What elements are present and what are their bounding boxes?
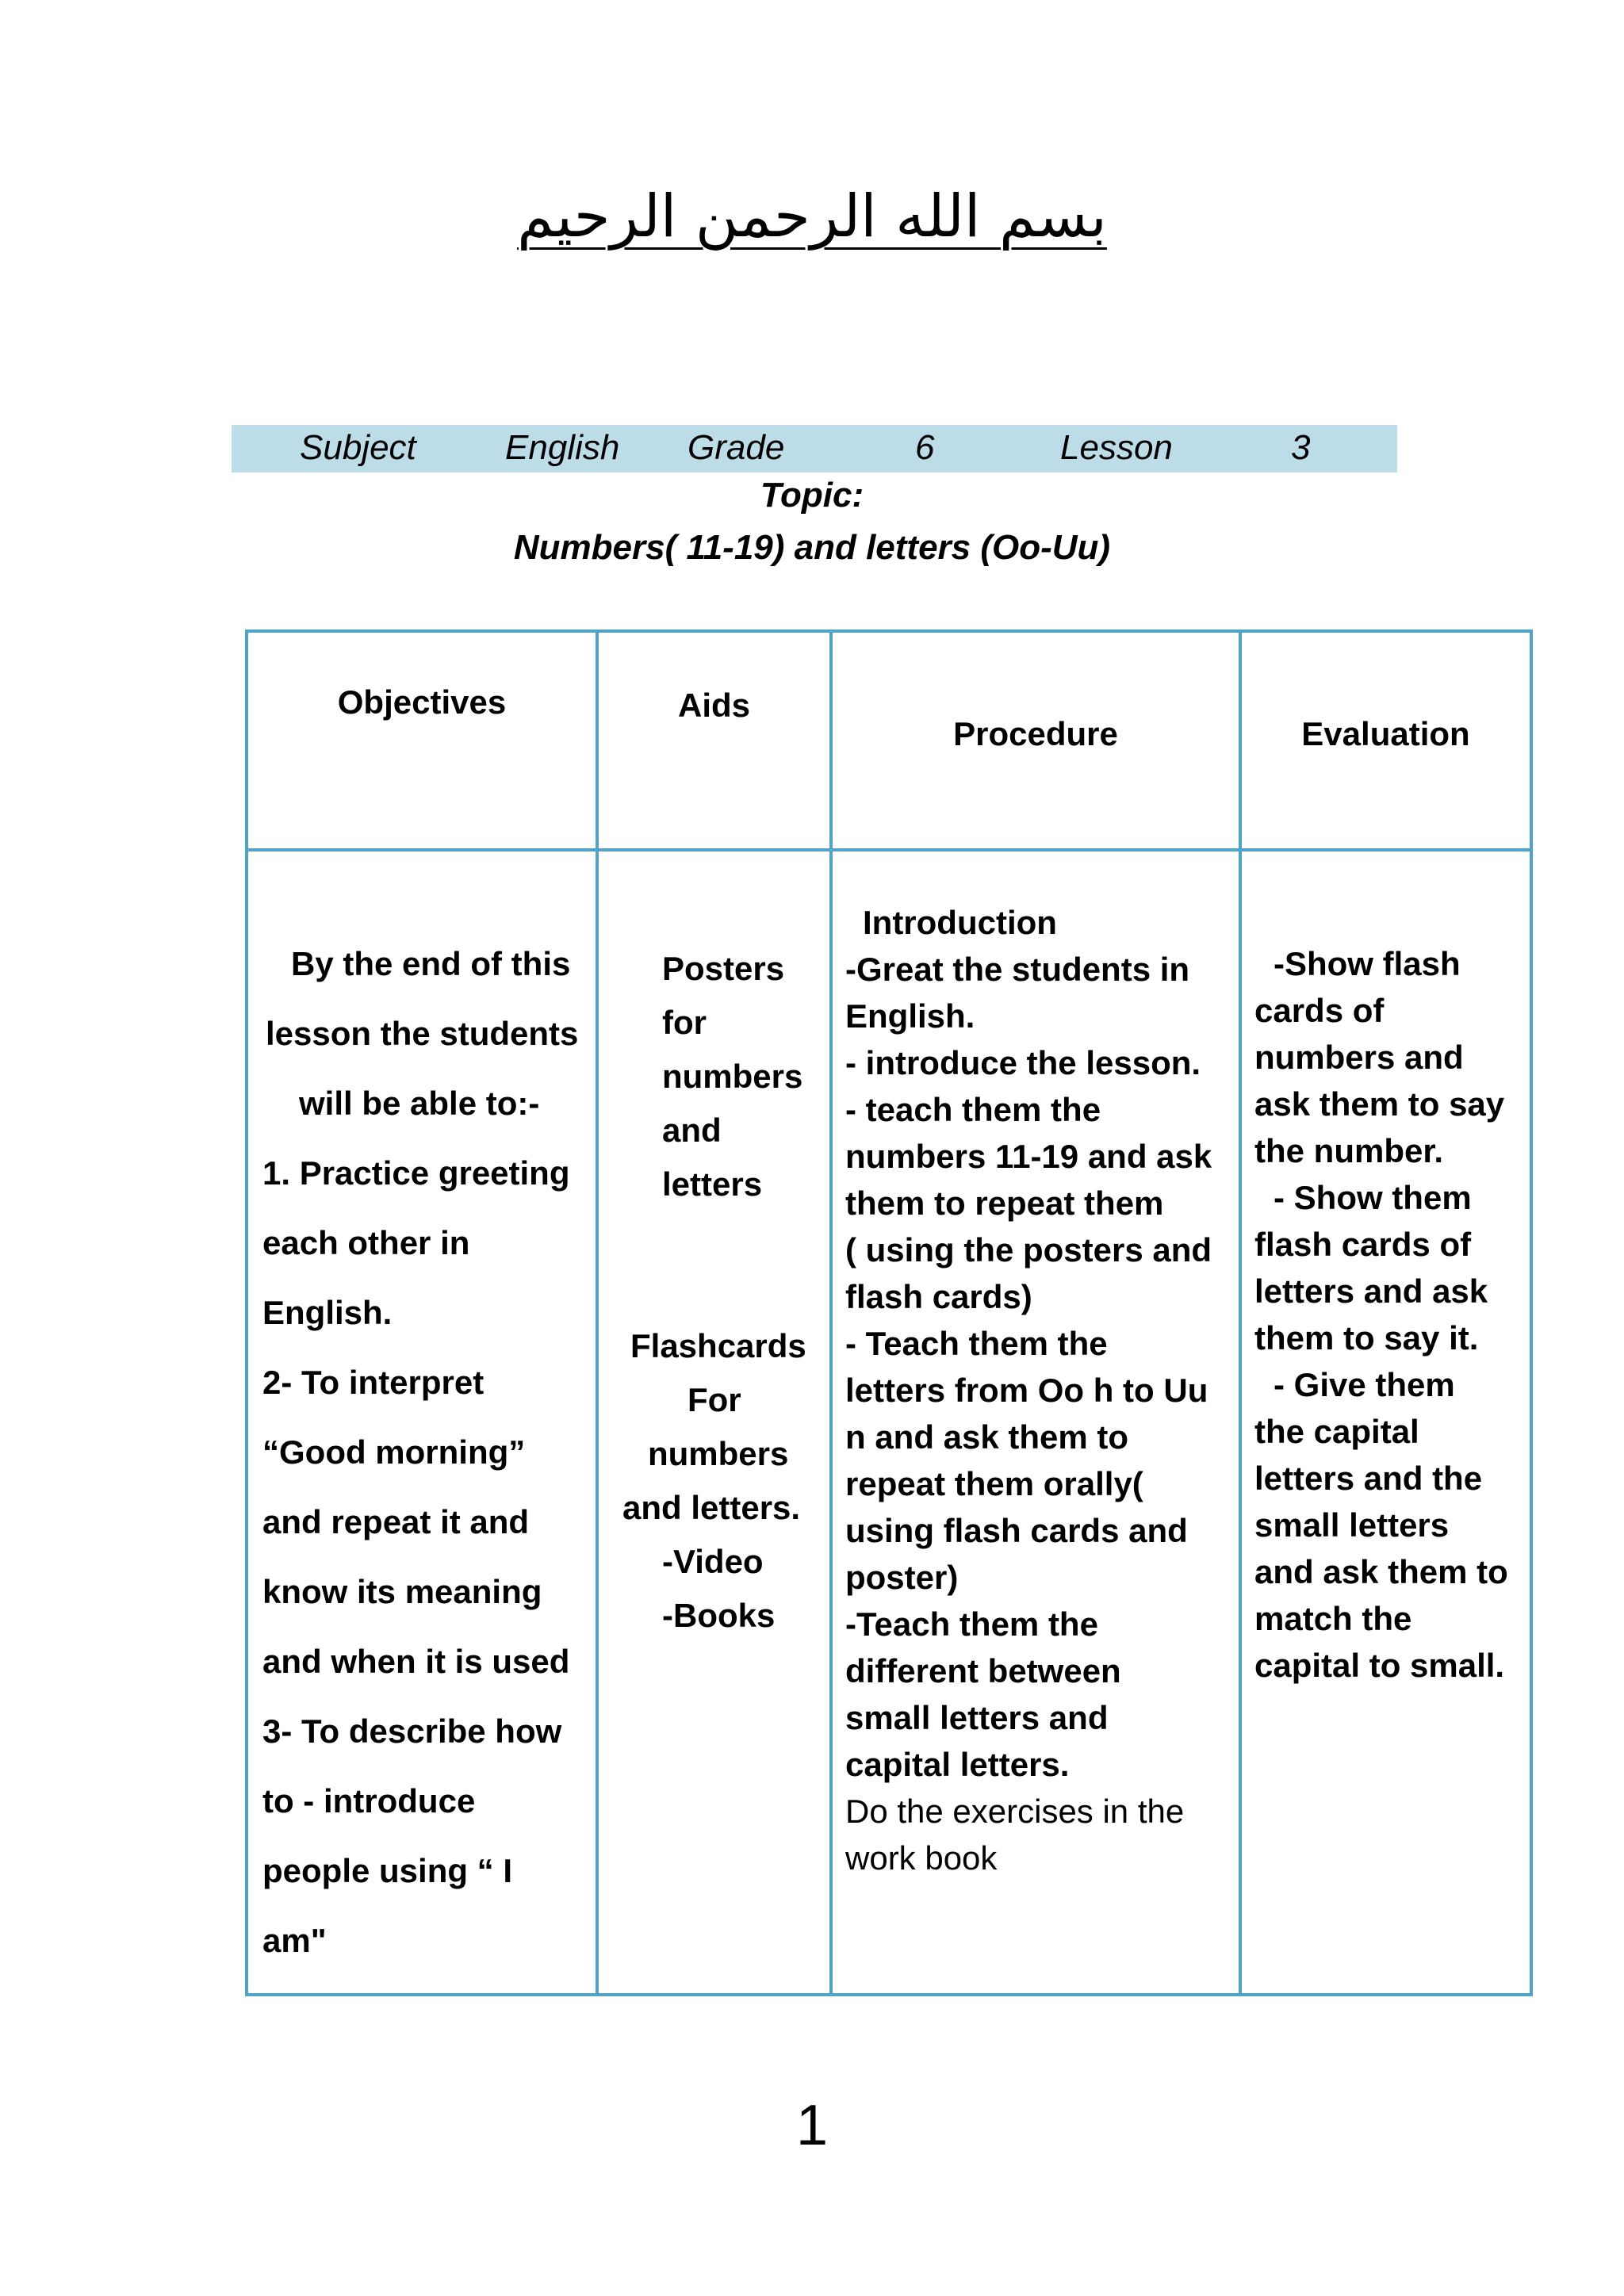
objectives-line: and when it is used [262,1643,570,1680]
objectives-line: English. [262,1294,393,1331]
procedure-line: letters from Oo h to Uu [845,1372,1208,1409]
evaluation-line: match the [1254,1600,1412,1637]
objectives-line: to - introduce [262,1782,476,1820]
aids-line: -Books [662,1597,776,1634]
evaluation-line: the number. [1254,1132,1444,1169]
evaluation-cell [1240,850,1531,1995]
procedure-line: different between [845,1652,1121,1689]
topic-title: Numbers( 11-19) and letters (Oo-Uu) [513,528,1111,567]
objectives-line: By the end of this [291,945,571,982]
aids-line: and letters. [622,1489,801,1526]
grade-label: Grade [688,428,785,467]
objectives-line: and repeat it and [262,1503,530,1540]
objectives-line: know its meaning [262,1573,542,1610]
procedure-line: numbers 11-19 and ask [845,1138,1212,1175]
aids-line: Flashcards [630,1327,806,1364]
subject-label: Subject [300,428,416,467]
objectives-line: people using “ I [262,1852,513,1889]
aids-line: and [662,1112,722,1149]
aids-line: for [662,1004,707,1041]
procedure-line: English. [845,997,975,1035]
objectives-line: each other in [262,1224,470,1261]
aids-line: numbers [662,1058,803,1095]
header-procedure-label: Procedure [953,715,1118,752]
procedure-line: Do the exercises in the [845,1793,1185,1830]
header-objectives [247,631,597,850]
evaluation-line: cards of [1254,992,1385,1029]
objectives-line: “Good morning” [262,1433,526,1471]
procedure-line: repeat them orally( [845,1465,1143,1502]
grade-value: 6 [915,428,935,467]
header-evaluation [1240,631,1531,850]
table-body-row [247,850,1531,1995]
objectives-line: will be able to:- [299,1085,540,1122]
procedure-line: - introduce the lesson. [845,1044,1201,1081]
objectives-cell [247,850,597,1995]
evaluation-line: capital to small. [1254,1647,1505,1684]
procedure-line: small letters and [845,1699,1109,1736]
aids-line: numbers [648,1435,789,1472]
evaluation-line: the capital [1254,1413,1419,1450]
lesson-plan-table [245,629,1533,1996]
lesson-info-bar [232,425,1397,473]
aids-line: letters [662,1165,763,1203]
procedure-line: -Teach them the [845,1605,1098,1643]
evaluation-line: small letters [1254,1506,1450,1544]
topic-label: Topic: [760,476,864,515]
aids-cell [597,850,831,1995]
evaluation-line: numbers and [1254,1039,1464,1076]
lesson-label: Lesson [1060,428,1173,467]
objectives-line: 3- To describe how [262,1712,562,1750]
evaluation-line: -Show flash [1274,945,1461,982]
header-aids [597,631,831,850]
procedure-line: -Great the students in [845,951,1190,988]
objectives-line: am" [262,1922,327,1959]
header-procedure [831,631,1240,850]
page-number: 1 [795,2094,829,2157]
evaluation-line: them to say it. [1254,1319,1479,1357]
evaluation-line: - Show them [1274,1179,1472,1216]
evaluation-line: letters and ask [1254,1272,1488,1310]
procedure-line: using flash cards and [845,1512,1188,1549]
aids-line: For [688,1381,741,1418]
subject-value: English [505,428,620,467]
evaluation-line: and ask them to [1254,1553,1508,1590]
procedure-line: Introduction [863,904,1057,941]
evaluation-line: flash cards of [1254,1226,1472,1263]
procedure-line: n and ask them to [845,1418,1129,1456]
procedure-line: - teach them the [845,1091,1101,1128]
header-aids-label: Aids [677,687,750,724]
procedure-line: them to repeat them [845,1184,1164,1222]
procedure-line: poster) [845,1559,959,1596]
procedure-line: work book [845,1839,998,1877]
lesson-value: 3 [1291,428,1311,467]
evaluation-line: - Give them [1274,1366,1455,1403]
objectives-line: 1. Practice greeting [262,1154,570,1192]
procedure-line: capital letters. [845,1746,1070,1783]
procedure-line: - Teach them the [845,1325,1108,1362]
evaluation-line: ask them to say [1254,1085,1505,1123]
evaluation-line: letters and the [1254,1460,1483,1497]
basmala-heading [0,182,1624,251]
objectives-line: lesson the students [266,1015,579,1052]
table-header-row [247,631,1531,850]
procedure-cell [831,850,1240,1995]
basmala-text: بسم الله الرحمن الرحيم [517,182,1107,251]
header-evaluation-label: Evaluation [1301,715,1470,752]
aids-line: -Video [662,1543,764,1580]
objectives-line: 2- To interpret [262,1364,485,1401]
aids-line: Posters [662,950,785,987]
header-objectives-label: Objectives [337,683,507,721]
procedure-line: flash cards) [845,1278,1032,1315]
procedure-line: ( using the posters and [845,1231,1212,1269]
